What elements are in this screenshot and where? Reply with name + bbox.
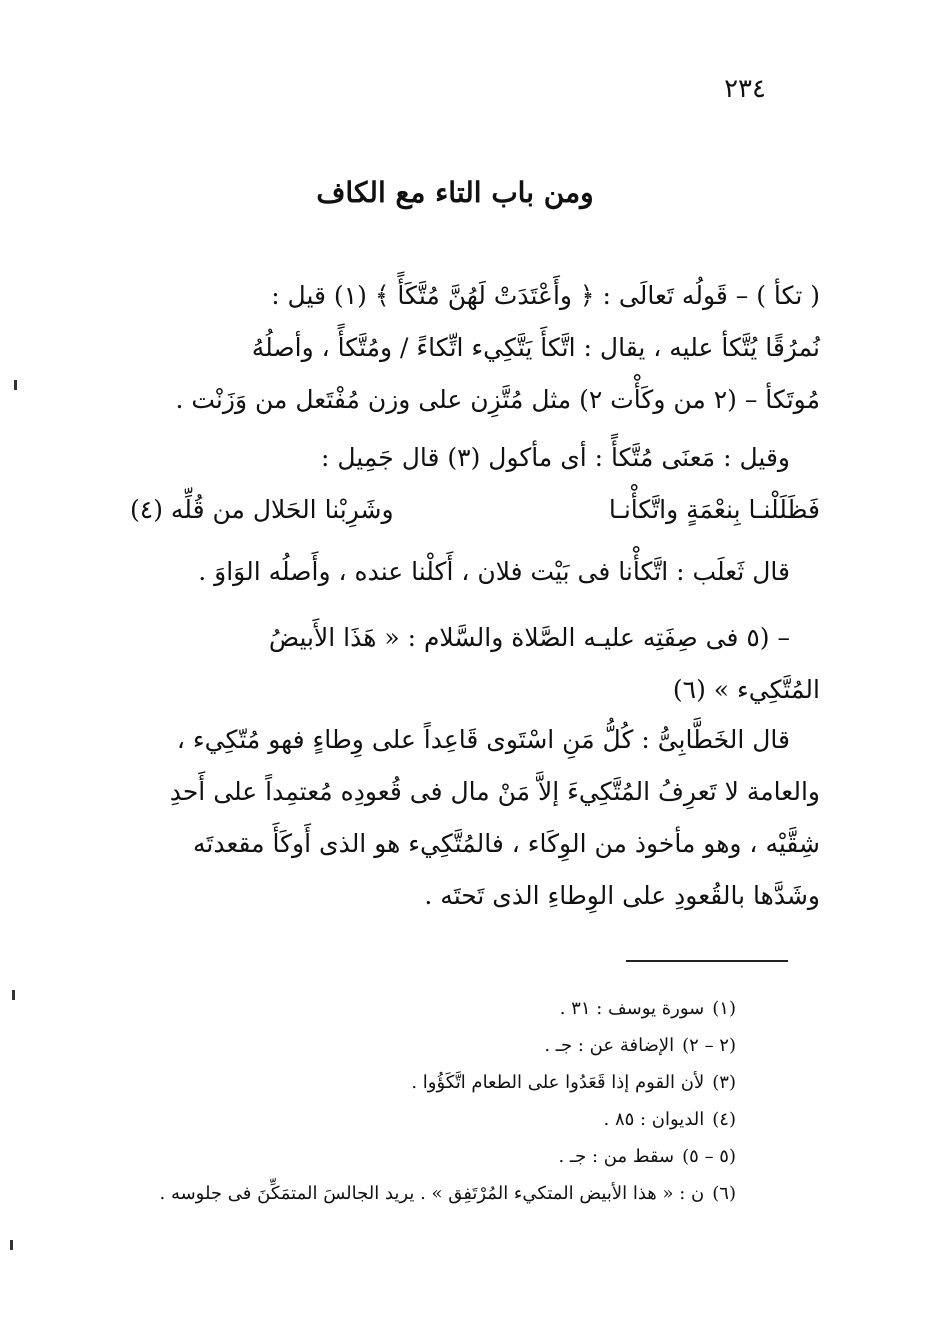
- footnote-number: (٤): [712, 1109, 736, 1130]
- text-line: ( تكأ ) – قَولُه تَعالَى : ﴿ وأَعْتَدَتْ لَهُنَّ مُتَّكَأً ﴾ (١) قيل :: [271, 281, 820, 310]
- footnote-text: سقط من : جـ .: [558, 1146, 675, 1167]
- text-line: – (٥ فى صِفَتِه عليـه الصَّلاة والسَّلام : « هَذَا الأَبيضُ: [268, 623, 790, 652]
- paragraph-meaning: [130, 432, 820, 536]
- footnote-number: (٦): [712, 1183, 736, 1204]
- footnotes: [116, 990, 736, 1212]
- page-number: ٢٣٤: [724, 74, 766, 104]
- text-line: مُوتَكأ – (٢ من وكَأْت ٢) مثل مُتَّزِن على وزن مُفْتَعل من وَزَنْت .: [175, 385, 820, 414]
- text-line: نُمرُقًا يُتَّكأ عليه ، يقال : اتَّكأَ يَتَّكِيء اتِّكاءً / ومُتَّكأً ، وأصلُهُ: [251, 333, 820, 362]
- text-line: المُتَّكِيء » (٦): [672, 675, 820, 704]
- text-line: وقيل : مَعنَى مُتَّكأً : أى مأكول (٣) قال جَمِيل :: [321, 443, 790, 472]
- scan-speck: [12, 990, 15, 1000]
- footnote: [116, 1064, 736, 1101]
- paragraph-khattabi: [130, 714, 820, 922]
- footnote: [116, 1101, 736, 1138]
- footnote: [116, 1027, 736, 1064]
- paragraph-taka-entry: [130, 270, 820, 426]
- poetry-verse: [130, 484, 820, 536]
- footnote-number: (٣): [712, 1072, 736, 1093]
- scan-speck: [10, 1240, 13, 1250]
- footnote-number: (١): [712, 998, 736, 1019]
- chapter-title: ومن باب التاء مع الكاف: [316, 176, 594, 209]
- footnote-number: (٢ – ٢): [682, 1035, 736, 1056]
- verse-second-hemistich: وشَرِبْنا الحَلال من قُلِّه (٤): [130, 495, 394, 524]
- footnote: [116, 990, 736, 1027]
- footnote-separator-rule: [626, 960, 788, 962]
- text-line: قال الخَطَّابِىُّ : كُلُّ مَنِ اسْتَوى قَاعِداً على وِطاءٍ فهو مُتّكِيء ،: [176, 725, 790, 754]
- footnote-number: (٥ – ٥): [682, 1146, 736, 1167]
- text-line: شِقَّيْه ، وهو مأخوذ من الوِكَاء ، فالمُتَّكِيء هو الذى أَوكَأَ مقعدتَه: [192, 829, 820, 858]
- verse-first-hemistich: فَظَلَلْنـا بِنعْمَةٍ واتَّكأْنـا: [608, 495, 820, 524]
- paragraph-hadith: [130, 612, 820, 716]
- footnote-text: ن : « هذا الأبيض المتكيء المُرْتَفِق » . يريد الجالسَ المتمَكِّنَ فى جلوسه .: [159, 1183, 705, 1204]
- footnote-text: الإضافة عن : جـ .: [544, 1035, 675, 1056]
- text-line: والعامة لا تَعرِفُ المُتَّكِيءَ إلاَّ مَنْ مال فى قُعودِه مُعتمِداً على أَحدِ: [169, 777, 820, 806]
- text-line: قال ثَعلَب : اتَّكأْنا فى بَيْت فلان ، أَكلْنا عنده ، وأَصلُه الوَاوَ .: [198, 557, 790, 586]
- footnote-text: سورة يوسف : ٣١ .: [559, 998, 705, 1019]
- footnote: [116, 1175, 736, 1212]
- text-line: وشَدَّها بالقُعودِ على الوِطاءِ الذى تَحتَه .: [424, 881, 820, 910]
- footnote-text: لأن القوم إذا قَعَدُوا على الطعام اتَّكَؤُوا .: [411, 1072, 705, 1093]
- footnote-text: الديوان : ٨٥ .: [603, 1109, 705, 1130]
- footnote: [116, 1138, 736, 1175]
- scan-speck: [14, 380, 17, 390]
- paragraph-thalab: [130, 546, 820, 598]
